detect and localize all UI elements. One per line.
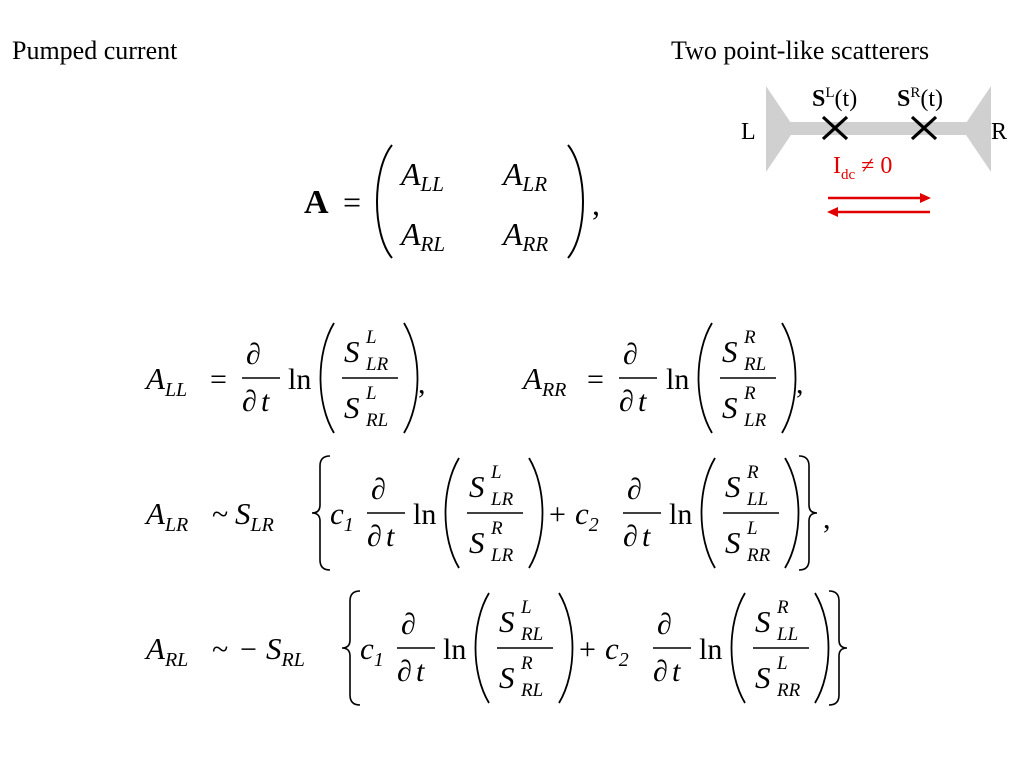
eq-all-log-den-s: S xyxy=(344,390,360,425)
current-label: $I_{dc} \ne 0$ xyxy=(833,153,893,183)
eq-arl-c1: $c_1$ xyxy=(360,631,384,671)
eq-arr-deriv-den-t: t xyxy=(638,385,647,418)
eq-arl-log2-num-sub: LL xyxy=(777,624,799,645)
eq-arl-log2-den-s: S xyxy=(755,660,771,695)
matrix-trailing-comma: , xyxy=(592,186,600,222)
eq-all-log-num-s: S xyxy=(344,334,360,369)
eq-alr-log1-ln: ln xyxy=(413,498,437,531)
eq-arr-equals: = xyxy=(587,363,604,396)
eq-alr-log1-den-sup: R xyxy=(491,518,503,539)
eq-arr-log-den-sup: R xyxy=(744,383,756,404)
eq-alr-log1-den-sub: LR xyxy=(491,545,514,566)
eq-arl-lhs: $A_{RL}$ xyxy=(146,631,189,671)
eq-all-deriv-num: ∂ xyxy=(246,338,261,371)
eq-alr-d1-den-partial: ∂ xyxy=(367,520,382,553)
eq-arr-deriv-num: ∂ xyxy=(623,338,638,371)
eq-arl-d2-den-partial: ∂ xyxy=(653,655,668,688)
eq-arr-deriv-den-partial: ∂ xyxy=(619,385,634,418)
eq-all-log-den-sup: L xyxy=(366,383,377,404)
eq-arl-log1-num-sub: RL xyxy=(521,624,544,645)
eq-arl-log1-den-s: S xyxy=(499,660,515,695)
eq-arl-d1-den-partial: ∂ xyxy=(397,655,412,688)
lead-label-right: R xyxy=(991,119,1008,145)
eq-alr-log1-num-sub: LR xyxy=(491,489,514,510)
matrix-cell-ll: ALL xyxy=(401,156,444,196)
eq-alr-log2-den-s: S xyxy=(725,525,741,560)
eq-alr-c2: $c_2$ xyxy=(575,496,599,536)
eq-arl-log2-ln: ln xyxy=(699,633,723,666)
lead-label-left: L xyxy=(741,119,756,145)
eq-alr-log1-num-sup: L xyxy=(491,462,502,483)
eq-alr-d1-num: ∂ xyxy=(371,473,386,506)
eq-alr-log2-num-s: S xyxy=(725,469,741,504)
eq-alr-lbrace xyxy=(312,456,330,570)
eq-alr-log2-num-sup: R xyxy=(747,462,759,483)
eq-alr-lhs: $A_{LR}$ xyxy=(146,496,189,536)
eq-arl-rbrace xyxy=(829,591,847,705)
eq-arl-log1-ln: ln xyxy=(443,633,467,666)
eq-alr-log2-den-sup: L xyxy=(747,518,758,539)
eq-arl-c2: $c_2$ xyxy=(605,631,629,671)
eq-arr-log-num-s: S xyxy=(722,334,738,369)
eq-arl-log1-den-sup: R xyxy=(521,653,533,674)
eq-all-log-ln: ln xyxy=(288,363,312,396)
eq-arr-log-ln: ln xyxy=(666,363,690,396)
eq-alr-tilde: ~ xyxy=(212,498,229,531)
eq-all-log-lparen xyxy=(321,323,335,433)
eq-alr-log1-rparen xyxy=(529,458,543,568)
eq-alr-log2-lparen xyxy=(702,458,716,568)
eq-all-deriv-den-partial: ∂ xyxy=(242,385,257,418)
eq-arl-d2-den-t: t xyxy=(672,655,681,688)
eq-all-log-rparen xyxy=(404,323,418,433)
eq-all-equals: = xyxy=(210,363,227,396)
eq-alr-d2-num: ∂ xyxy=(627,473,642,506)
eq-all-log-num-sup: L xyxy=(366,327,377,348)
eq-alr-d2-den-partial: ∂ xyxy=(623,520,638,553)
eq-alr-log2-ln: ln xyxy=(669,498,693,531)
eq-arr-lhs: $A_{RR}$ xyxy=(523,361,567,401)
eq-arl-d1-num: ∂ xyxy=(401,608,416,641)
eq-alr-log2-num-sub: LL xyxy=(747,489,769,510)
eq-arl-tilde: ~ xyxy=(212,633,229,666)
eq-arr-comma: , xyxy=(796,367,804,400)
eq-arr-log-rparen xyxy=(782,323,796,433)
eq-alr-log1-den-s: S xyxy=(469,525,485,560)
eq-alr-plus: + xyxy=(549,498,566,531)
eq-all-deriv-den-t: t xyxy=(261,385,270,418)
eq-arl-lbrace xyxy=(342,591,360,705)
eq-alr-rbrace xyxy=(799,456,817,570)
eq-arl-log2-den-sub: RR xyxy=(777,680,801,701)
eq-alr-c1: $c_1$ xyxy=(330,496,354,536)
eq-alr-d1-den-t: t xyxy=(386,520,395,553)
eq-alr-comma: , xyxy=(823,502,831,535)
scatterer-label-left: $S^L(t)$ xyxy=(812,85,858,112)
eq-alr-log2-den-sub: RR xyxy=(747,545,771,566)
eq-alr-log1-num-s: S xyxy=(469,469,485,504)
scatterer-label-right: $S^R(t)$ xyxy=(897,85,944,112)
matrix-cell-rl: ARL xyxy=(401,216,446,256)
eq-alr-log2-rparen xyxy=(785,458,799,568)
matrix-equals: = xyxy=(343,184,362,220)
eq-arl-log1-num-sup: L xyxy=(521,597,532,618)
matrix-lhs: A xyxy=(304,184,329,221)
eq-alr-log1-lparen xyxy=(446,458,460,568)
eq-arr-log-num-sup: R xyxy=(744,327,756,348)
eq-arr-log-den-s: S xyxy=(722,390,738,425)
eq-arl-log1-rparen xyxy=(559,593,573,703)
eq-arl-d1-den-t: t xyxy=(416,655,425,688)
slide-title-left: Pumped current xyxy=(12,36,178,65)
eq-all-lhs: $A_{LL}$ xyxy=(146,361,188,401)
eq-arl-log2-den-sup: L xyxy=(777,653,788,674)
eq-arr-log-den-sub: LR xyxy=(744,410,767,431)
eq-all-log-num-sub: LR xyxy=(366,354,389,375)
eq-arl-log1-num-s: S xyxy=(499,604,515,639)
matrix-cell-lr: ALR xyxy=(503,156,548,196)
eq-alr-d2-den-t: t xyxy=(642,520,651,553)
slide-title-right: Two point-like scatterers xyxy=(671,36,930,65)
eq-all-comma: , xyxy=(418,367,426,400)
eq-arl-d2-num: ∂ xyxy=(657,608,672,641)
eq-arl-log2-num-sup: R xyxy=(777,597,789,618)
eq-arl-plus: + xyxy=(579,633,596,666)
eq-arl-log1-lparen xyxy=(476,593,490,703)
eq-arr-log-lparen xyxy=(699,323,713,433)
eq-arl-pref: $S_{RL}$ xyxy=(266,631,305,671)
eq-arl-log2-lparen xyxy=(732,593,746,703)
eq-arl-log1-den-sub: RL xyxy=(521,680,544,701)
eq-arl-log2-num-s: S xyxy=(755,604,771,639)
matrix-cell-rr: ARR xyxy=(503,216,549,256)
eq-arl-minus: − xyxy=(240,633,257,666)
eq-all-log-den-sub: RL xyxy=(366,410,389,431)
eq-arr-log-num-sub: RL xyxy=(744,354,767,375)
eq-arl-log2-rparen xyxy=(815,593,829,703)
eq-alr-pref: $S_{LR}$ xyxy=(235,496,274,536)
